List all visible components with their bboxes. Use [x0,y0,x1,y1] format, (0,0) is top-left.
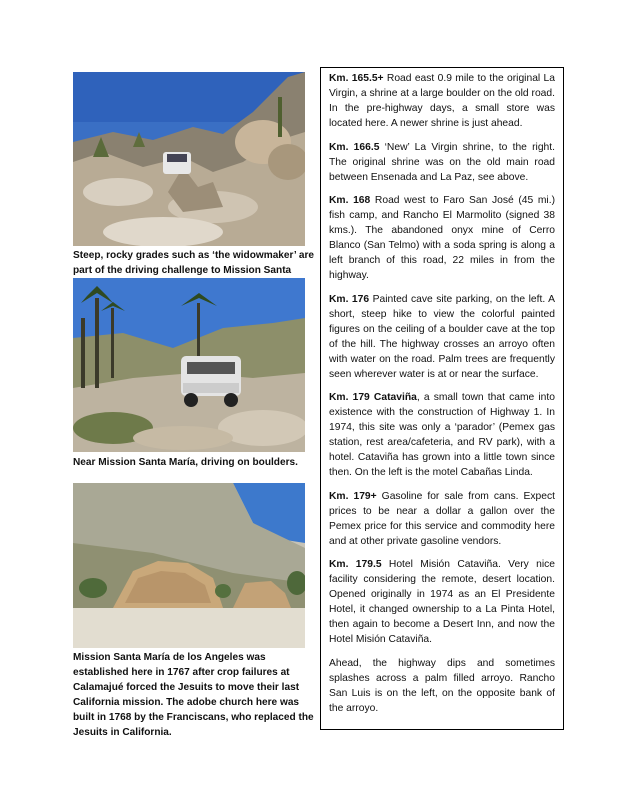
km-marker: Km. 166.5 [329,141,380,153]
entry-text: ‘New’ La Virgin shrine, to the right. The original shrine was on the old main road between Ensenada and La Paz, see above. [329,141,555,183]
km-marker: Km. 168 [329,195,371,206]
km-marker: Km. 179 Cataviña [329,392,417,403]
road-log-entry [329,193,555,283]
road-log-entry [329,390,555,480]
photo-rocky-grade [73,72,305,246]
entry-text: Road east 0.9 mile to the original La Virgin, a shrine at a large boulder on the old road. In the pre-highway days, a small store was located here. A newer shrine is just ahead. [329,73,555,129]
photo-palms-truck [73,278,305,452]
road-log-entry [329,489,555,549]
road-log-entry [329,140,555,185]
entry-text: , a small town that came into existence with the construction of Highway 1. In 1974, this site was only a ‘parador’ (Pemex gas station, rest area/cafeteria, and RV park), with a hotel. Cataviña has grown into a little town since then. On the left is the motel Cabañas Linda. [329,392,555,478]
entry-text: Hotel Misión Cataviña. Very nice facility considering the remote, desert location. Opened originally in 1974 as an El Presidente Hotel, it changed ownership to a La Pinta Hotel, then again to become a Desert Inn, and now the Hotel Misión Cataviña. [329,559,555,645]
km-marker: Km. 165.5+ [329,73,384,84]
entry-text: Road west to Faro San José (45 mi.) fish camp, and Rancho El Marmolito (signed 38 kms.). The abandoned onyx mine of Cerro Blanco (San Telmo) with a soda spring is along a left branch of this road, 22 miles in from the highway. [329,195,556,281]
photo-caption: Steep, rocky grades such as ‘the widowmaker’ are part of the driving challenge to Mission Santa [73,250,315,276]
km-marker: Km. 179+ [329,490,377,502]
entry-text: Gasoline for sale from cans. Expect prices to be near a dollar a gallon over the Pemex price for this service and commodity here and at other private gasoline vendors. [329,490,555,547]
road-log-entry [329,656,555,716]
entry-text: Ahead, the highway dips and sometimes splashes across a palm filled arroyo. Rancho San Luis is on the left, on the opposite bank of the arroyo. [329,657,555,714]
road-log-textbox [320,67,564,730]
road-log-entry [329,71,555,131]
road-log-entry [329,557,555,647]
photo-caption: Near Mission Santa María, driving on boulders. [73,457,298,468]
km-marker: Km. 176 [329,293,370,305]
photo-caption: Mission Santa María de los Angeles was established here in 1767 after crop failures at Calamajué forced the Jesuits to move their last California mission. The adobe church here was built in 1768 by the Franciscans, who replaced the Jesuits in California. [73,652,314,738]
photo-mission-ruins [73,483,305,648]
km-marker: Km. 179.5 [329,559,382,570]
entry-text: Painted cave site parking, on the left. A short, steep hike to view the colorful painted figures on the ceiling of a boulder cave at the top of the hill. The highway crosses an arroyo often with water on the road. Palm trees are frequently seen wherever water is at or near the surface. [329,293,555,380]
road-log-entry [329,292,555,382]
